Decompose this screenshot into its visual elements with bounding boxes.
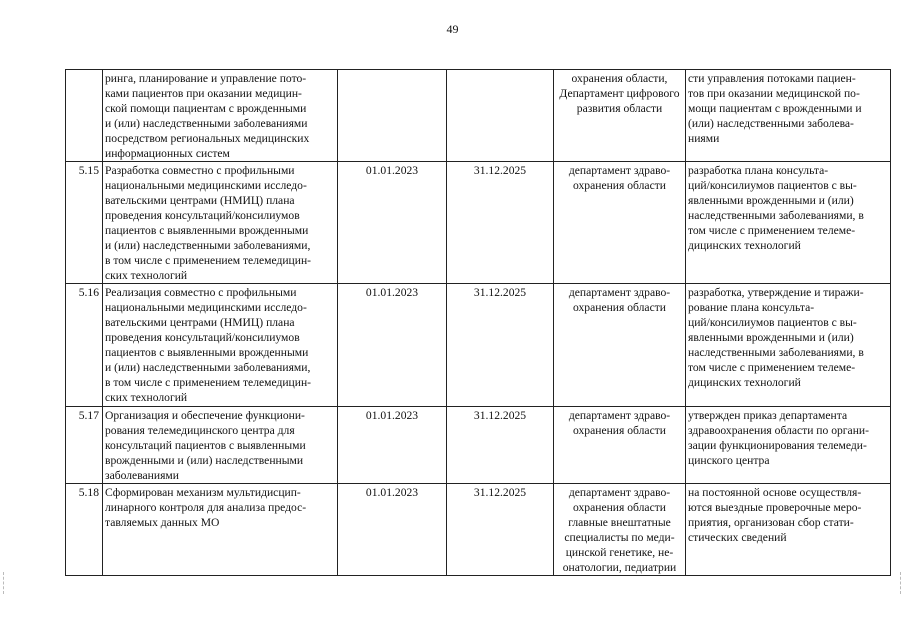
end-date-cell: 31.12.2025: [447, 484, 554, 576]
responsible-cell: [554, 484, 686, 576]
text-line: онатологии, педиатрии: [562, 561, 677, 574]
result-cell: [686, 484, 891, 576]
text-line: разработка, утверждение и тиражи-: [688, 286, 864, 299]
text-line: дицинских технологий: [688, 239, 801, 252]
text-line: ской помощи пациентам с врожденными: [105, 102, 307, 115]
row-number-cell: 5.17: [66, 407, 103, 484]
text-line: рования телемедицинского центра для: [105, 424, 295, 437]
text-line: проведения консультаций/консилиумов: [105, 331, 300, 344]
responsible-cell: [554, 162, 686, 284]
text-line: тов при оказании медицинской по-: [688, 87, 860, 100]
start-date-cell: 01.01.2023: [338, 284, 447, 407]
text-line: явленными врожденными и (или): [688, 331, 854, 344]
text-line: в том числе с применением телемедицин-: [105, 254, 312, 267]
text-line: мощи пациентам с врожденными и: [688, 102, 862, 115]
table-row: [66, 407, 891, 484]
text-line: национальными медицинскими исследо-: [105, 179, 307, 192]
row-number-cell: 5.15: [66, 162, 103, 284]
text-line: ских технологий: [105, 269, 188, 282]
result-cell: [686, 162, 891, 284]
text-line: ками пациентов при оказании медицин-: [105, 87, 302, 100]
activity-table: [65, 69, 891, 576]
text-line: Организация и обеспечение функциони-: [105, 409, 305, 422]
text-line: Департамент цифрового: [559, 87, 680, 100]
activity-name-cell: [103, 162, 338, 284]
text-line: развития области: [576, 102, 663, 115]
text-line: цинской генетике, не-: [565, 546, 674, 559]
activity-name-cell: [103, 70, 338, 162]
text-line: Разработка совместно с профильными: [105, 164, 295, 177]
text-line: Сформирован механизм мультидисцип-: [105, 486, 301, 499]
text-line: том числе с применением телеме-: [688, 361, 856, 374]
text-line: врожденными и (или) наследственными: [105, 454, 304, 467]
row-number-cell: 5.18: [66, 484, 103, 576]
text-line: ций/консилиумов пациентов с вы-: [688, 179, 857, 192]
scan-edge-mark: [900, 572, 902, 594]
text-line: цинского центра: [688, 454, 770, 467]
text-line: тавляемых данных МО: [105, 516, 220, 529]
text-line: заболеваниями: [105, 469, 179, 482]
row-number-cell: 5.16: [66, 284, 103, 407]
start-date-cell: [338, 70, 447, 162]
page-number: 49: [446, 22, 459, 36]
text-line: явленными врожденными и (или): [688, 194, 854, 207]
scan-edge-mark: [3, 572, 5, 594]
activity-name-cell: [103, 407, 338, 484]
text-line: на постоянной основе осуществля-: [688, 486, 862, 499]
text-line: и (или) наследственными заболеваниями,: [105, 361, 311, 374]
start-date-cell: 01.01.2023: [338, 407, 447, 484]
text-line: пациентов с выявленными врожденными: [105, 346, 309, 359]
text-line: ются выездные проверочные меро-: [688, 501, 862, 514]
table-row: [66, 70, 891, 162]
text-line: утвержден приказ департамента: [688, 409, 848, 422]
result-cell: [686, 284, 891, 407]
text-line: охранения области: [573, 301, 666, 314]
table-row: [66, 162, 891, 284]
activity-name-cell: [103, 284, 338, 407]
text-line: разработка плана консульта-: [688, 164, 829, 177]
responsible-cell: [554, 70, 686, 162]
text-line: сти управления потоками пациен-: [688, 72, 856, 85]
text-line: департамент здраво-: [568, 164, 671, 177]
text-line: (или) наследственными заболева-: [688, 117, 854, 130]
text-line: департамент здраво-: [568, 409, 671, 422]
text-line: наследственными заболеваниями, в: [688, 346, 864, 359]
table-row: [66, 484, 891, 576]
text-line: национальными медицинскими исследо-: [105, 301, 307, 314]
text-line: специалисты по меди-: [564, 531, 675, 544]
text-line: консультаций пациентов с выявленными: [105, 439, 306, 452]
text-line: стических сведений: [688, 531, 787, 544]
text-line: рование плана консульта-: [688, 301, 815, 314]
text-line: зации функционирования телемеди-: [688, 439, 867, 452]
activity-name-cell: [103, 484, 338, 576]
result-cell: [686, 70, 891, 162]
start-date-cell: 01.01.2023: [338, 484, 447, 576]
text-line: пациентов с выявленными врожденными: [105, 224, 309, 237]
text-line: ниями: [688, 132, 720, 145]
text-line: том числе с применением телеме-: [688, 224, 856, 237]
text-line: охранения области: [573, 179, 666, 192]
text-line: охранения области,: [571, 72, 668, 85]
text-line: главные внештатные: [568, 516, 671, 529]
responsible-cell: [554, 407, 686, 484]
text-line: наследственными заболеваниями, в: [688, 209, 864, 222]
end-date-cell: 31.12.2025: [447, 162, 554, 284]
responsible-cell: [554, 284, 686, 407]
text-line: вательскими центрами (НМИЦ) плана: [105, 316, 295, 329]
start-date-cell: 01.01.2023: [338, 162, 447, 284]
text-line: департамент здраво-: [568, 486, 671, 499]
text-line: ций/консилиумов пациентов с вы-: [688, 316, 857, 329]
text-line: ских технологий: [105, 391, 188, 404]
text-line: здравоохранения области по органи-: [688, 424, 869, 437]
text-line: вательскими центрами (НМИЦ) плана: [105, 194, 295, 207]
text-line: охранения области: [573, 424, 666, 437]
text-line: проведения консультаций/консилиумов: [105, 209, 300, 222]
text-line: Реализация совместно с профильными: [105, 286, 297, 299]
text-line: линарного контроля для анализа предос-: [105, 501, 307, 514]
text-line: охранения области: [573, 501, 666, 514]
text-line: ринга, планирование и управление пото-: [105, 72, 307, 85]
text-line: информационных систем: [105, 147, 230, 160]
text-line: и (или) наследственными заболеваниями: [105, 117, 308, 130]
text-line: и (или) наследственными заболеваниями,: [105, 239, 311, 252]
row-number-cell: [66, 70, 103, 162]
table-row: [66, 284, 891, 407]
end-date-cell: 31.12.2025: [447, 284, 554, 407]
text-line: департамент здраво-: [568, 286, 671, 299]
end-date-cell: 31.12.2025: [447, 407, 554, 484]
text-line: в том числе с применением телемедицин-: [105, 376, 312, 389]
text-line: посредством региональных медицинских: [105, 132, 310, 145]
text-line: дицинских технологий: [688, 376, 801, 389]
end-date-cell: [447, 70, 554, 162]
result-cell: [686, 407, 891, 484]
text-line: приятия, организован сбор стати-: [688, 516, 854, 529]
